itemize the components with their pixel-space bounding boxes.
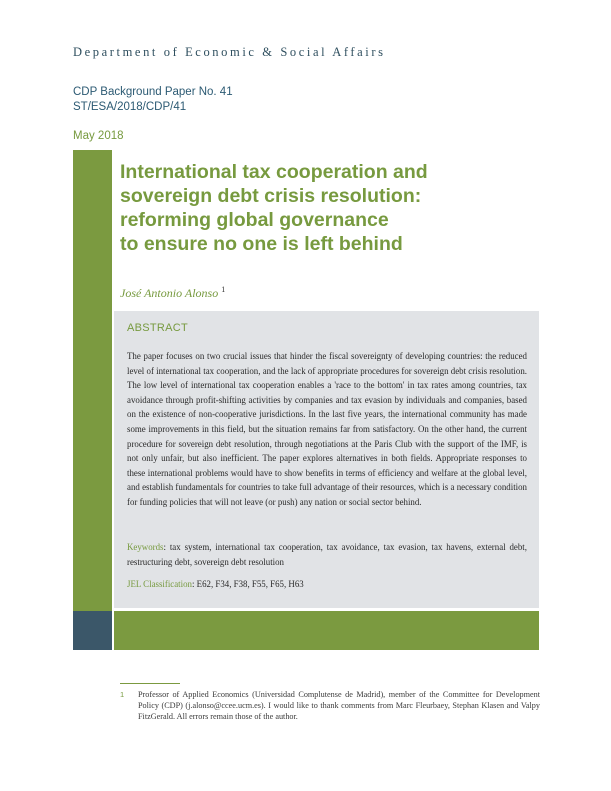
footnote-text: Professor of Applied Economics (Universidad Complutense de Madrid), member of the Committee for Development Policy (CDP) (j.alonso@ccee.ucm.es). I would like to thank comments from Marc Fleurbaey, Stephan Klasen and Valpy FitzGerald. All errors remain those of the author. — [138, 690, 540, 722]
blue-corner-block — [73, 611, 112, 650]
department-header: Department of Economic & Social Affairs — [73, 45, 386, 59]
paper-number: CDP Background Paper No. 41 — [73, 86, 233, 98]
abstract-heading: ABSTRACT — [127, 322, 189, 334]
paper-id: ST/ESA/2018/CDP/41 — [73, 101, 187, 113]
author-line — [120, 285, 225, 301]
keywords-line — [127, 540, 527, 569]
abstract-text: The paper focuses on two crucial issues that hinder the fiscal sovereignty of developing countries: the reduced level of international tax cooperation, and the lack of appropriate procedures for sovereign debt crisis resolution. The low level of international tax cooperation enables a 'race to the bottom' in tax rates among countries, tax avoidance through profit-shifting activities by companies and tax evasion by individuals and companies, based on the existence of non-cooperative jurisdictions. In the last five years, the international community has made some improvements in this field, but the situation remains far from satisfactory. On the other hand, the current procedure for sovereign debt resolution, through negotiations at the Paris Club with the support of the IMF, is not only unfair, but also inefficient. The paper explores alternatives in both fields. Appropriate responses to these international problems would have to show benefits in terms of efficiency and welfare at the global level, and establish fundamentals for countries to take full advantage of their resources, which is a necessary condition for funding policies that will not leave (or push) any nation or social sector behind. — [127, 351, 527, 507]
keywords-value: : tax system, international tax cooperation, tax avoidance, tax evasion, tax havens, external debt, restructuring debt, sovereign debt resolution — [127, 542, 527, 567]
green-side-bar — [73, 150, 112, 611]
footnote — [120, 689, 540, 723]
keywords-label: Keywords — [127, 542, 164, 552]
title-line: to ensure no one is left behind — [120, 233, 403, 255]
author-name: José Antonio Alonso — [120, 286, 219, 300]
jel-label: JEL Classification — [127, 579, 192, 589]
abstract-box — [114, 311, 539, 608]
title-line: sovereign debt crisis resolution: — [120, 185, 422, 207]
paper-title — [120, 160, 540, 256]
footnote-divider — [120, 683, 180, 684]
footnote-number: 1 — [120, 690, 125, 699]
title-line: reforming global governance — [120, 209, 389, 231]
green-bottom-strip — [114, 611, 539, 650]
jel-value: : E62, F34, F38, F55, F65, H63 — [192, 579, 304, 589]
publication-date: May 2018 — [73, 130, 124, 142]
jel-line — [127, 577, 527, 592]
title-line: International tax cooperation and — [120, 161, 428, 183]
author-footnote-link[interactable]: 1 — [221, 285, 226, 294]
